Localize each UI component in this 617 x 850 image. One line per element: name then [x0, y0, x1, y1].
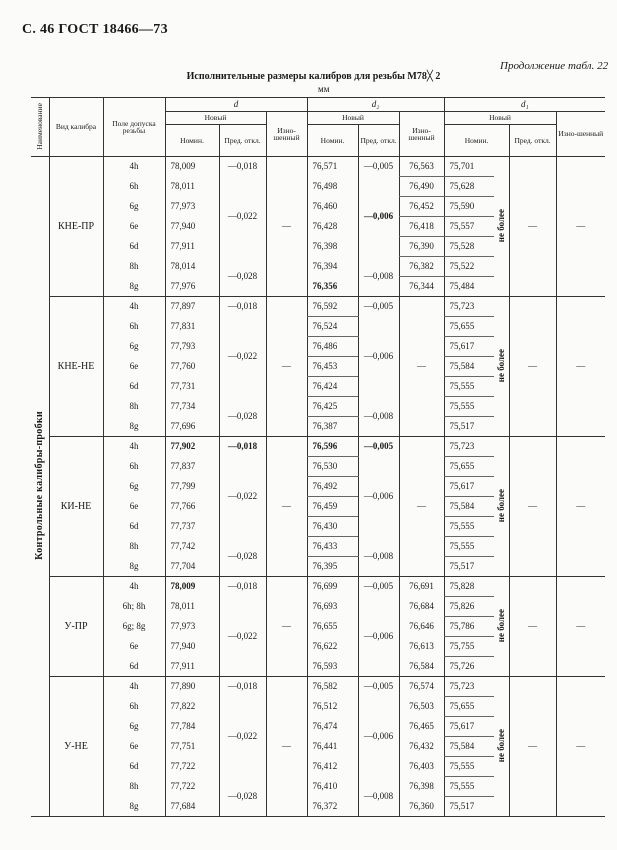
d2-nominal: 76,410 [307, 777, 358, 797]
tolerance-field: 8g [103, 417, 165, 437]
d-nominal: 77,766 [165, 497, 219, 517]
d-nominal: 77,902 [165, 437, 219, 457]
d1-nominal: 75,557 [444, 217, 494, 237]
d2-deviation: —0,008 [358, 537, 399, 577]
d-nominal: 77,684 [165, 797, 219, 817]
d-deviation: —0,028 [219, 537, 266, 577]
table-caption: Исполнительные размеры калибров для резьбы М78╳ 2 [186, 71, 441, 82]
gauge-dimensions-table [31, 97, 605, 817]
tolerance-field: 6e [103, 217, 165, 237]
d-nominal: 77,831 [165, 317, 219, 337]
d1-nominal: 75,628 [444, 177, 494, 197]
d1-nominal: 75,517 [444, 797, 494, 817]
tolerance-field: 6d [103, 757, 165, 777]
d-nominal: 77,973 [165, 197, 219, 217]
d2-nominal: 76,387 [307, 417, 358, 437]
d-nominal: 77,734 [165, 397, 219, 417]
d-nominal: 77,822 [165, 697, 219, 717]
d-deviation: —0,018 [219, 157, 266, 177]
d-nominal: 77,837 [165, 457, 219, 477]
page-header: С. 46 ГОСТ 18466—73 [22, 22, 168, 37]
d-nominal: 77,973 [165, 617, 219, 637]
d1-nominal: 75,517 [444, 557, 494, 577]
tolerance-field: 8g [103, 557, 165, 577]
d-nominal: 77,940 [165, 637, 219, 657]
gauge-kind: У-ПР [49, 577, 103, 677]
d2-nominal: 76,596 [307, 437, 358, 457]
d-nominal: 77,911 [165, 657, 219, 677]
d2-worn: — [399, 437, 444, 577]
d2-nominal: 76,428 [307, 217, 358, 237]
tolerance-field: 8h [103, 397, 165, 417]
d1-deviation: — [509, 577, 556, 677]
col-kind-header: Вид калибра [49, 98, 103, 157]
d2-nominal: 76,425 [307, 397, 358, 417]
d1-nominal: 75,517 [444, 417, 494, 437]
d1-nominal: 75,723 [444, 297, 494, 317]
tolerance-field: 6g [103, 717, 165, 737]
d2-worn: 76,503 [399, 697, 444, 717]
d2-deviation: —0,006 [358, 317, 399, 397]
d1-nominal: 75,828 [444, 577, 494, 597]
d2-nominal: 76,498 [307, 177, 358, 197]
d2-worn: — [399, 297, 444, 437]
d-deviation: —0,028 [219, 397, 266, 437]
d2-nominal: 76,530 [307, 457, 358, 477]
d2-nominal: 76,582 [307, 677, 358, 697]
tolerance-field: 6e [103, 357, 165, 377]
tolerance-field: 8h [103, 257, 165, 277]
d2-nominal: 76,474 [307, 717, 358, 737]
d-nominal: 77,737 [165, 517, 219, 537]
d1-worn: — [556, 157, 605, 297]
d-nominal: 77,760 [165, 357, 219, 377]
d2-worn: 76,465 [399, 717, 444, 737]
d2-nominal: 76,459 [307, 497, 358, 517]
d1-nominal: 75,726 [444, 657, 494, 677]
d-nominal: 78,009 [165, 577, 219, 597]
tolerance-field: 6e [103, 737, 165, 757]
tolerance-field: 6g [103, 337, 165, 357]
gauge-kind: У-НЕ [49, 677, 103, 817]
d1-worn: — [556, 297, 605, 437]
tolerance-field: 6h [103, 177, 165, 197]
d-nominal: 77,940 [165, 217, 219, 237]
gauge-kind: КНЕ-НЕ [49, 297, 103, 437]
d1-nominal: 75,655 [444, 317, 494, 337]
d2-deviation: —0,006 [358, 457, 399, 537]
d2-deviation: —0,005 [358, 577, 399, 597]
unit-label: мм [318, 84, 330, 94]
d-deviation: —0,022 [219, 457, 266, 537]
d2-deviation: —0,008 [358, 397, 399, 437]
d1-nominal: 75,522 [444, 257, 494, 277]
tolerance-field: 6d [103, 517, 165, 537]
d1-limit-note: не более [494, 157, 509, 297]
d-worn: — [266, 157, 307, 297]
d-deviation: —0,022 [219, 317, 266, 397]
d2-deviation: —0,005 [358, 157, 399, 177]
tolerance-field: 6g [103, 197, 165, 217]
d1-worn: — [556, 577, 605, 677]
tolerance-field: 6h; 8h [103, 597, 165, 617]
d2-worn: 76,360 [399, 797, 444, 817]
col-d-header: d [165, 98, 307, 112]
d-worn: — [266, 297, 307, 437]
d-nominal: 77,799 [165, 477, 219, 497]
d-deviation: —0,018 [219, 437, 266, 457]
d-deviation-header: Пред. откл. [219, 125, 266, 157]
d1-nominal: 75,617 [444, 337, 494, 357]
tolerance-field: 6d [103, 657, 165, 677]
d1-nominal: 75,555 [444, 397, 494, 417]
col-tolerance-header: Поле допуска резьбы [103, 98, 165, 157]
d2-worn: 76,574 [399, 677, 444, 697]
d1-nominal: 75,723 [444, 437, 494, 457]
d-deviation: —0,018 [219, 297, 266, 317]
d2-worn: 76,344 [399, 277, 444, 297]
d-nominal: 77,722 [165, 757, 219, 777]
d1-nominal: 75,555 [444, 757, 494, 777]
d2-deviation: —0,005 [358, 677, 399, 697]
d1-nominal: 75,528 [444, 237, 494, 257]
side-label-cell [31, 157, 49, 817]
d-nominal: 77,742 [165, 537, 219, 557]
d2-nominal: 76,372 [307, 797, 358, 817]
d1-nominal: 75,584 [444, 737, 494, 757]
d-nominal: 77,784 [165, 717, 219, 737]
d-nominal: 77,696 [165, 417, 219, 437]
d2-nominal: 76,492 [307, 477, 358, 497]
d-deviation: —0,022 [219, 697, 266, 777]
tolerance-field: 8h [103, 537, 165, 557]
d2-worn: 76,691 [399, 577, 444, 597]
d2-nominal: 76,453 [307, 357, 358, 377]
d-deviation: —0,018 [219, 677, 266, 697]
d1-nominal: 75,555 [444, 517, 494, 537]
d2-nominal: 76,460 [307, 197, 358, 217]
tolerance-field: 6g; 8g [103, 617, 165, 637]
d2-worn: 76,418 [399, 217, 444, 237]
d2-worn: 76,432 [399, 737, 444, 757]
tolerance-field: 6g [103, 477, 165, 497]
d-deviation: —0,018 [219, 577, 266, 597]
d-worn: — [266, 437, 307, 577]
d2-nominal: 76,424 [307, 377, 358, 397]
d1-new-header: Новый [444, 112, 556, 125]
tolerance-field: 6e [103, 637, 165, 657]
d2-worn: 76,613 [399, 637, 444, 657]
d2-worn: 76,563 [399, 157, 444, 177]
tolerance-field: 8g [103, 277, 165, 297]
d2-nominal: 76,524 [307, 317, 358, 337]
d1-nominal: 75,555 [444, 377, 494, 397]
tolerance-field: 4h [103, 677, 165, 697]
tolerance-field: 4h [103, 577, 165, 597]
d2-nominal: 76,622 [307, 637, 358, 657]
d1-worn: — [556, 677, 605, 817]
d2-nominal: 76,693 [307, 597, 358, 617]
d-nominal-header: Номин. [165, 125, 219, 157]
tolerance-field: 4h [103, 157, 165, 177]
tolerance-field: 4h [103, 437, 165, 457]
tolerance-field: 6d [103, 237, 165, 257]
d1-nominal: 75,723 [444, 677, 494, 697]
d1-nominal: 75,655 [444, 697, 494, 717]
d2-deviation: —0,006 [358, 177, 399, 257]
col-d2-header: d₂ [307, 98, 444, 112]
d1-nominal: 75,484 [444, 277, 494, 297]
tolerance-field: 6h [103, 697, 165, 717]
col-name-header: Наименование [31, 98, 49, 157]
d1-limit-note: не более [494, 437, 509, 577]
d-new-header: Новый [165, 112, 266, 125]
d-nominal: 77,793 [165, 337, 219, 357]
d2-worn-header: Изно-шенный [399, 112, 444, 157]
d2-nominal: 76,655 [307, 617, 358, 637]
d1-nominal: 75,590 [444, 197, 494, 217]
d1-limit-note: не более [494, 577, 509, 677]
d1-nominal: 75,655 [444, 457, 494, 477]
d2-worn: 76,490 [399, 177, 444, 197]
d-deviation: —0,028 [219, 777, 266, 817]
d2-deviation: —0,006 [358, 597, 399, 677]
d1-nominal: 75,555 [444, 537, 494, 557]
d-deviation: —0,022 [219, 597, 266, 677]
d2-deviation-header: Пред. откл. [358, 125, 399, 157]
d1-deviation-header: Пред. откл. [509, 125, 556, 157]
d-worn: — [266, 677, 307, 817]
d2-nominal: 76,412 [307, 757, 358, 777]
d1-deviation: — [509, 157, 556, 297]
tolerance-field: 8h [103, 777, 165, 797]
d-nominal: 78,011 [165, 597, 219, 617]
d1-nominal: 75,584 [444, 497, 494, 517]
continuation-label: Продолжение табл. 22 [500, 60, 609, 72]
d-worn: — [266, 577, 307, 677]
col-d1-header: d₁ [444, 98, 605, 112]
d2-nominal-header: Номин. [307, 125, 358, 157]
d2-deviation: —0,005 [358, 297, 399, 317]
d2-deviation: —0,006 [358, 697, 399, 777]
d2-nominal: 76,398 [307, 237, 358, 257]
d2-nominal: 76,699 [307, 577, 358, 597]
d2-worn: 76,382 [399, 257, 444, 277]
d2-nominal: 76,512 [307, 697, 358, 717]
gauge-kind: КИ-НЕ [49, 437, 103, 577]
d1-deviation: — [509, 677, 556, 817]
d1-nominal: 75,617 [444, 477, 494, 497]
d-nominal: 77,751 [165, 737, 219, 757]
d2-deviation: —0,008 [358, 777, 399, 817]
d-nominal: 77,911 [165, 237, 219, 257]
d-nominal: 77,731 [165, 377, 219, 397]
tolerance-field: 6h [103, 457, 165, 477]
d1-worn: — [556, 437, 605, 577]
d1-nominal: 75,755 [444, 637, 494, 657]
d1-nominal: 75,826 [444, 597, 494, 617]
d-nominal: 77,976 [165, 277, 219, 297]
d-deviation: —0,022 [219, 177, 266, 257]
gauge-kind: КНЕ-ПР [49, 157, 103, 297]
d2-nominal: 76,571 [307, 157, 358, 177]
d-worn-header: Изно-шенный [266, 112, 307, 157]
d2-nominal: 76,395 [307, 557, 358, 577]
d-nominal: 78,014 [165, 257, 219, 277]
d1-nominal: 75,584 [444, 357, 494, 377]
d-nominal: 77,890 [165, 677, 219, 697]
d2-nominal: 76,430 [307, 517, 358, 537]
d2-nominal: 76,394 [307, 257, 358, 277]
d1-nominal: 75,617 [444, 717, 494, 737]
d2-worn: 76,452 [399, 197, 444, 217]
side-label: Контрольные калибры-пробки [33, 411, 45, 560]
d2-new-header: Новый [307, 112, 399, 125]
d-nominal: 77,704 [165, 557, 219, 577]
d1-deviation: — [509, 437, 556, 577]
d2-worn: 76,403 [399, 757, 444, 777]
d1-deviation: — [509, 297, 556, 437]
d2-worn: 76,390 [399, 237, 444, 257]
d2-nominal: 76,356 [307, 277, 358, 297]
d-nominal: 78,009 [165, 157, 219, 177]
d2-nominal: 76,441 [307, 737, 358, 757]
tolerance-field: 4h [103, 297, 165, 317]
d1-limit-note: не более [494, 677, 509, 817]
d1-limit-note: не более [494, 297, 509, 437]
d2-worn: 76,584 [399, 657, 444, 677]
d-nominal: 77,897 [165, 297, 219, 317]
d1-worn-header: Изно-шенный [556, 112, 605, 157]
tolerance-field: 6h [103, 317, 165, 337]
tolerance-field: 6d [103, 377, 165, 397]
d1-nominal: 75,701 [444, 157, 494, 177]
d2-nominal: 76,486 [307, 337, 358, 357]
tolerance-field: 8g [103, 797, 165, 817]
d2-nominal: 76,593 [307, 657, 358, 677]
d2-nominal: 76,592 [307, 297, 358, 317]
d2-worn: 76,398 [399, 777, 444, 797]
d2-deviation: —0,008 [358, 257, 399, 297]
d2-deviation: —0,005 [358, 437, 399, 457]
d1-nominal-header: Номин. [444, 125, 509, 157]
d-nominal: 77,722 [165, 777, 219, 797]
d-nominal: 78,011 [165, 177, 219, 197]
d-deviation: —0,028 [219, 257, 266, 297]
d2-nominal: 76,433 [307, 537, 358, 557]
d1-nominal: 75,786 [444, 617, 494, 637]
d2-worn: 76,646 [399, 617, 444, 637]
d2-worn: 76,684 [399, 597, 444, 617]
d1-nominal: 75,555 [444, 777, 494, 797]
tolerance-field: 6e [103, 497, 165, 517]
